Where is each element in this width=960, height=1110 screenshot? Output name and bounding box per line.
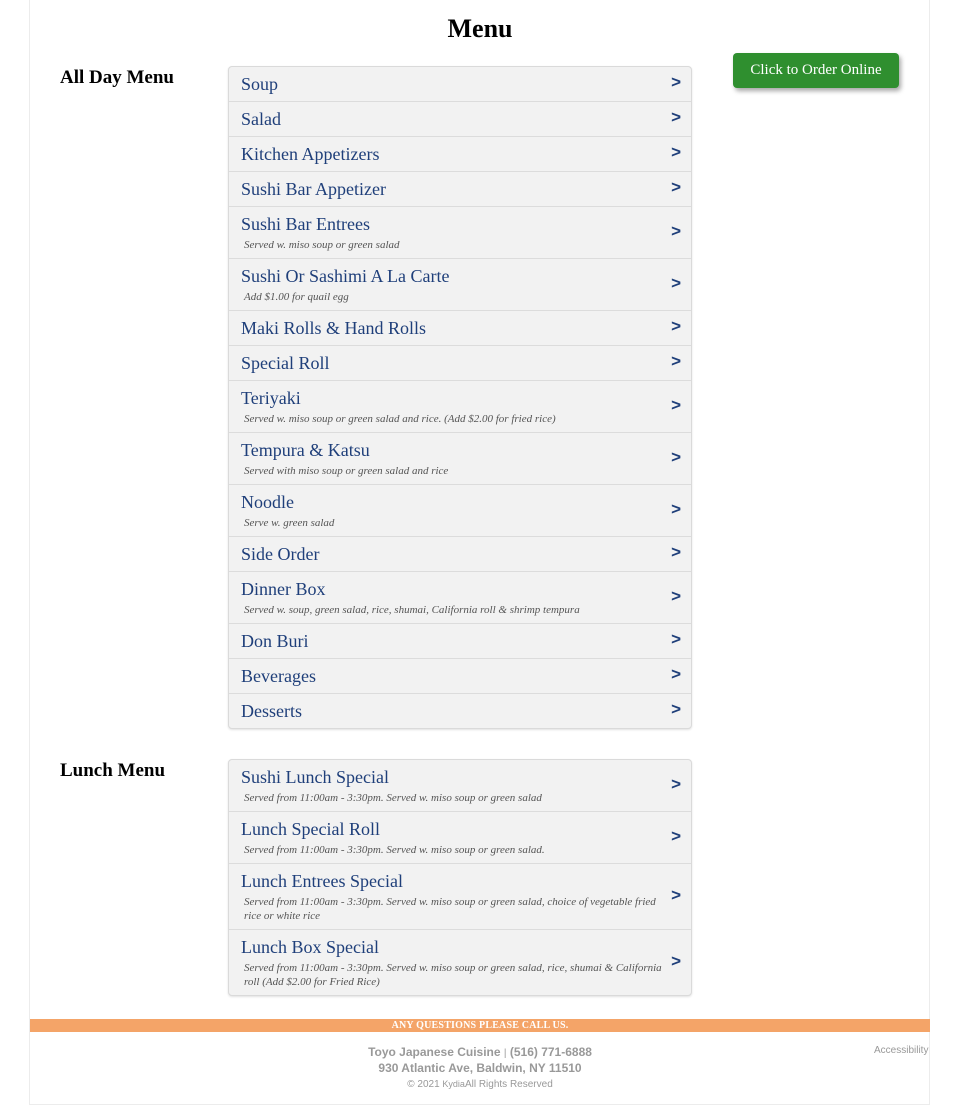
menu-item-name: Salad xyxy=(241,109,281,129)
menu-item-name: Don Buri xyxy=(241,631,309,651)
menu-item-description: Served w. soup, green salad, rice, shumai, California roll & shrimp tempura xyxy=(244,604,580,616)
footer-rights: All Rights Reserved xyxy=(464,1079,553,1090)
menu-item[interactable] xyxy=(229,693,691,728)
lunch-menu-list xyxy=(228,759,692,996)
footer-separator: | xyxy=(503,1048,507,1059)
menu-item-name: Lunch Box Special xyxy=(241,937,379,957)
menu-item[interactable] xyxy=(229,863,691,929)
menu-item[interactable] xyxy=(229,536,691,571)
menu-item[interactable] xyxy=(229,310,691,345)
menu-item[interactable] xyxy=(229,67,691,101)
chevron-right-icon: > xyxy=(671,629,681,649)
menu-item-description: Served from 11:00am - 3:30pm. Served w. miso soup or green salad. xyxy=(244,844,545,856)
menu-item[interactable] xyxy=(229,760,691,811)
chevron-right-icon: > xyxy=(671,351,681,371)
chevron-right-icon: > xyxy=(671,316,681,336)
footer xyxy=(0,1045,960,1092)
menu-item-name: Tempura & Katsu xyxy=(241,440,370,460)
section-title-all-day: All Day Menu xyxy=(60,67,174,88)
chevron-right-icon: > xyxy=(671,394,681,414)
menu-item-description: Served from 11:00am - 3:30pm. Served w. miso soup or green salad, rice, shumai & California roll (Add $2.00 for Fried Rice) xyxy=(244,962,662,988)
menu-item-name: Dinner Box xyxy=(241,579,326,599)
chevron-right-icon: > xyxy=(671,950,681,970)
menu-item-name: Desserts xyxy=(241,701,302,721)
chevron-right-icon: > xyxy=(671,272,681,292)
chevron-right-icon: > xyxy=(671,107,681,127)
menu-item-name: Kitchen Appetizers xyxy=(241,144,380,164)
menu-item-name: Side Order xyxy=(241,544,320,564)
chevron-right-icon: > xyxy=(671,825,681,845)
menu-item-description: Add $1.00 for quail egg xyxy=(244,291,349,303)
menu-item-description: Served with miso soup or green salad and rice xyxy=(244,465,449,477)
menu-item-description: Served w. miso soup or green salad xyxy=(244,239,400,251)
menu-item[interactable] xyxy=(229,432,691,484)
menu-item[interactable] xyxy=(229,571,691,623)
menu-item-description: Served w. miso soup or green salad and rice. (Add $2.00 for fried rice) xyxy=(244,413,556,425)
chevron-right-icon: > xyxy=(671,498,681,518)
menu-item-name: Noodle xyxy=(241,492,294,512)
chevron-right-icon: > xyxy=(671,72,681,92)
menu-item-name: Maki Rolls & Hand Rolls xyxy=(241,318,427,338)
menu-item[interactable] xyxy=(229,929,691,995)
menu-item[interactable] xyxy=(229,101,691,136)
menu-item-name: Soup xyxy=(241,74,279,94)
footer-brand-link[interactable]: Kydia xyxy=(442,1079,465,1089)
menu-item-name: Lunch Special Roll xyxy=(241,819,380,839)
contact-bar: ANY QUESTIONS PLEASE CALL US. xyxy=(30,1019,930,1032)
menu-item-name: Sushi Lunch Special xyxy=(241,767,389,787)
chevron-right-icon: > xyxy=(671,220,681,240)
menu-item-name: Lunch Entrees Special xyxy=(241,871,403,891)
chevron-right-icon: > xyxy=(671,664,681,684)
footer-restaurant-name: Toyo Japanese Cuisine xyxy=(368,1045,501,1059)
menu-item[interactable] xyxy=(229,811,691,863)
menu-item[interactable] xyxy=(229,206,691,258)
menu-item[interactable] xyxy=(229,623,691,658)
chevron-right-icon: > xyxy=(671,773,681,793)
order-online-button[interactable]: Click to Order Online xyxy=(733,53,899,88)
chevron-right-icon: > xyxy=(671,142,681,162)
menu-item-description: Serve w. green salad xyxy=(244,517,335,529)
menu-item-name: Sushi Or Sashimi A La Carte xyxy=(241,266,450,286)
menu-item[interactable] xyxy=(229,380,691,432)
menu-item-name: Sushi Bar Appetizer xyxy=(241,179,386,199)
menu-item[interactable] xyxy=(229,345,691,380)
all-day-menu-list xyxy=(228,66,692,729)
section-title-lunch: Lunch Menu xyxy=(60,760,166,781)
menu-item-description: Served from 11:00am - 3:30pm. Served w. miso soup or green salad xyxy=(244,792,542,804)
footer-copyright: © 2021 xyxy=(407,1079,440,1090)
accessibility-link[interactable]: Accessibility xyxy=(874,1045,929,1056)
menu-item[interactable] xyxy=(229,258,691,310)
menu-item[interactable] xyxy=(229,136,691,171)
chevron-right-icon: > xyxy=(671,542,681,562)
chevron-right-icon: > xyxy=(671,884,681,904)
menu-item-name: Teriyaki xyxy=(241,388,301,408)
page-title: Menu xyxy=(447,14,513,43)
chevron-right-icon: > xyxy=(671,585,681,605)
chevron-right-icon: > xyxy=(671,446,681,466)
chevron-right-icon: > xyxy=(671,177,681,197)
footer-phone[interactable]: (516) 771-6888 xyxy=(509,1045,592,1059)
menu-item-name: Beverages xyxy=(241,666,316,686)
menu-item-description: Served from 11:00am - 3:30pm. Served w. miso soup or green salad, choice of vegetable fried rice or white rice xyxy=(244,896,656,922)
menu-item[interactable] xyxy=(229,484,691,536)
menu-item[interactable] xyxy=(229,658,691,693)
menu-item-name: Sushi Bar Entrees xyxy=(241,214,370,234)
menu-item-name: Special Roll xyxy=(241,353,330,373)
footer-address: 930 Atlantic Ave, Baldwin, NY 11510 xyxy=(378,1061,582,1075)
chevron-right-icon: > xyxy=(671,699,681,719)
menu-item[interactable] xyxy=(229,171,691,206)
